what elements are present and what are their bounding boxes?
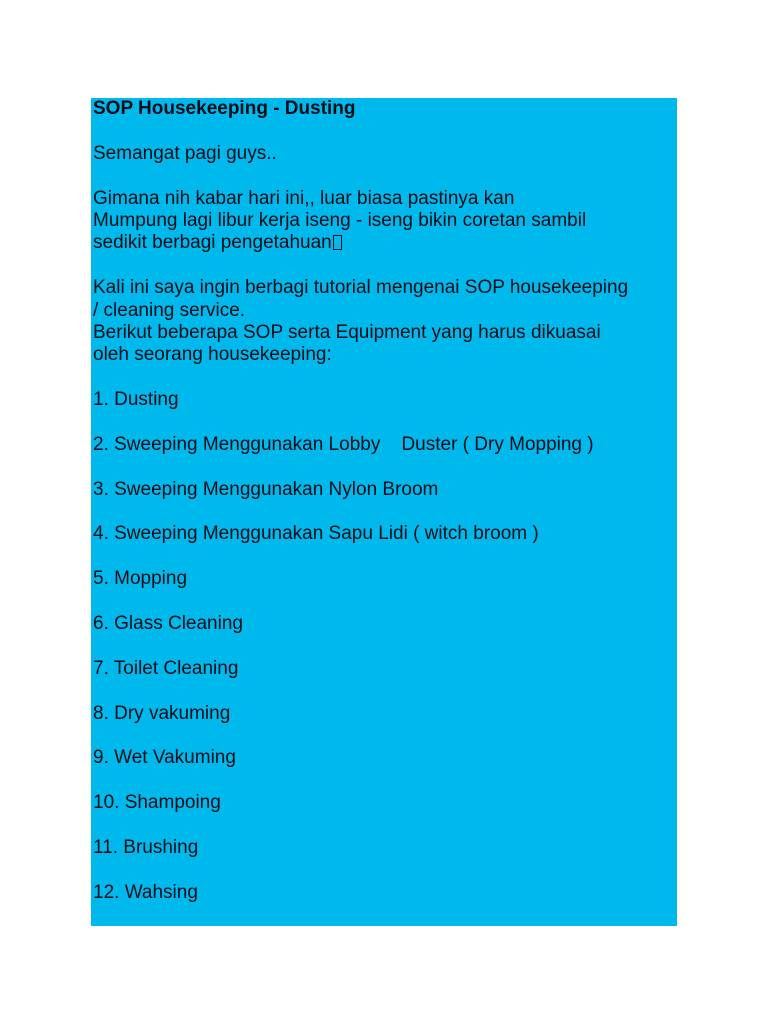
intro-line: Mumpung lagi libur kerja iseng - iseng bikin coretan sambil [93, 209, 587, 231]
sop-list [93, 389, 675, 904]
document-block [91, 98, 677, 926]
body-line: Kali ini saya ingin berbagi tutorial mengenai SOP housekeeping [93, 277, 629, 299]
list-item: 12. Wahsing [93, 881, 198, 903]
spacer [93, 165, 675, 187]
list-item: 5. Mopping [93, 568, 188, 590]
body-line: oleh seorang housekeeping: [93, 344, 332, 366]
spacer [93, 367, 675, 389]
list-item: 3. Sweeping Menggunakan Nylon Broom [93, 478, 439, 500]
list-item: 9. Wet Vakuming [93, 747, 236, 769]
body-paragraph [93, 277, 675, 367]
spacer [93, 120, 675, 142]
body-line: / cleaning service. [93, 299, 246, 321]
list-item: 6. Glass Cleaning [93, 612, 243, 634]
missing-glyph-icon [333, 235, 342, 250]
list-item: 2. Sweeping Menggunakan Lobby Duster ( Dry Mopping ) [93, 433, 594, 455]
document-title: SOP Housekeeping - Dusting [93, 98, 356, 119]
list-item: 10. Shampoing [93, 792, 221, 814]
greeting-paragraph [93, 143, 675, 165]
intro-line-text: sedikit berbagi pengetahuan [93, 232, 332, 254]
list-item: 8. Dry vakuming [93, 702, 231, 724]
spacer [93, 255, 675, 277]
list-item: 4. Sweeping Menggunakan Sapu Lidi ( witch broom ) [93, 523, 539, 545]
list-item: 1. Dusting [93, 389, 179, 411]
list-item: 7. Toilet Cleaning [93, 657, 239, 679]
greeting-line: Semangat pagi guys.. [93, 142, 277, 164]
list-item: 11. Brushing [93, 836, 199, 858]
intro-line-with-glyph [93, 232, 675, 254]
intro-line: Gimana nih kabar hari ini,, luar biasa pastinya kan [93, 187, 515, 209]
body-line: Berikut beberapa SOP serta Equipment yang harus dikuasai [93, 321, 601, 343]
intro-paragraph [93, 188, 675, 255]
